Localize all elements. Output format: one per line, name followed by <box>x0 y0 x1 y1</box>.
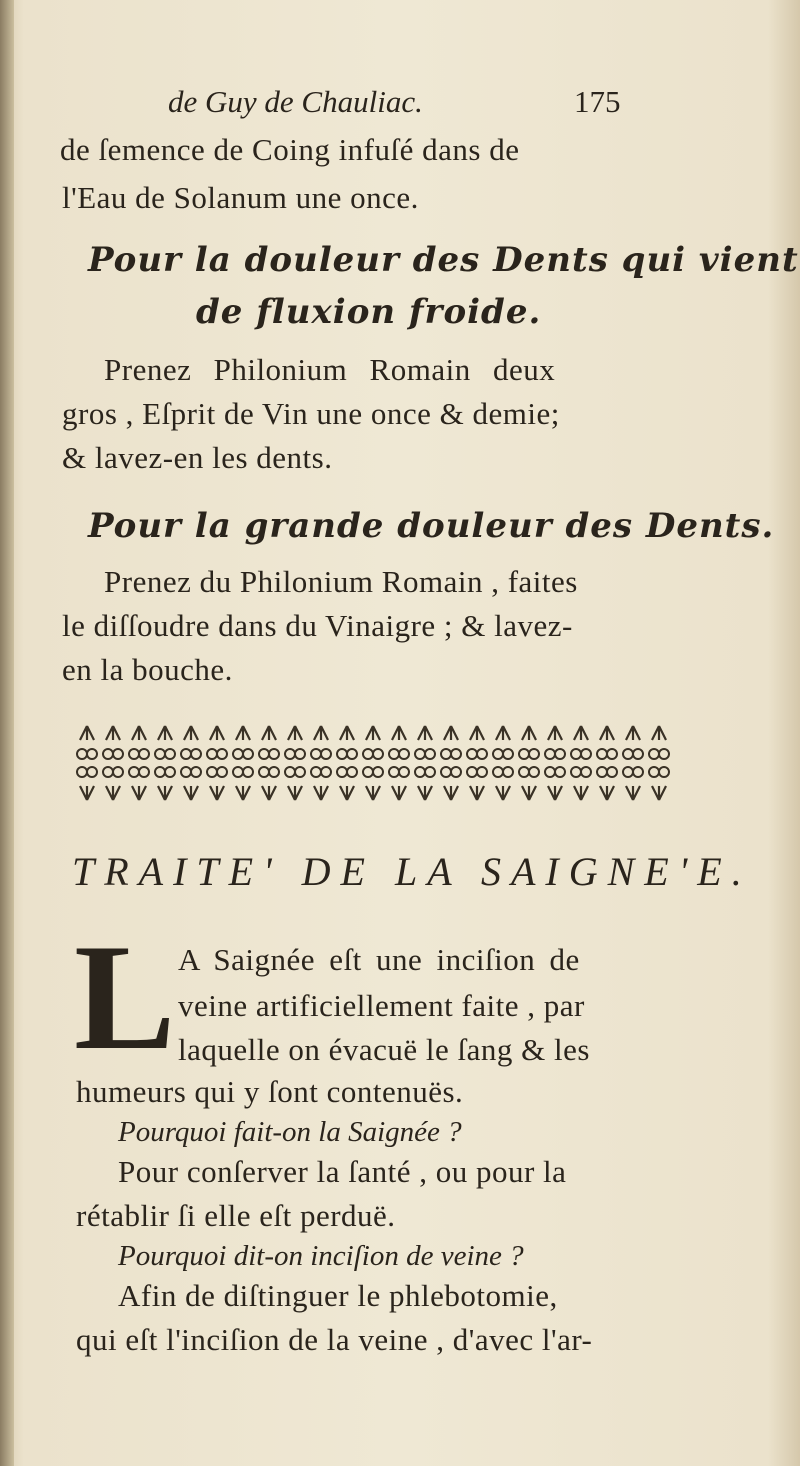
text-line: l'Eau de Solanum une once. <box>62 180 419 215</box>
text-line: A Saignée eſt une inciſion de <box>178 942 580 977</box>
question-line: Pourquoi dit-on inciſion de veine ? <box>118 1240 524 1272</box>
page-number: 175 <box>574 84 621 119</box>
text-line: en la bouche. <box>62 652 233 687</box>
text-line: laquelle on évacuë le ſang & les <box>178 1032 590 1067</box>
text-line: veine artificiellement faite , par <box>178 988 585 1023</box>
text-line: Pour conſerver la ſanté , ou pour la <box>118 1154 567 1189</box>
text-line: Afin de diſtinguer le phlebotomie, <box>118 1278 558 1313</box>
section-title: TRAITE' DE LA SAIGNE'E. <box>72 849 752 894</box>
text-line: Prenez Philonium Romain deux <box>104 352 556 387</box>
ornamental-band <box>74 722 670 804</box>
text-line: gros , Eſprit de Vin une once & demie; <box>62 396 560 431</box>
text-line: qui eſt l'inciſion de la veine , d'avec l'ar- <box>76 1322 593 1357</box>
recipe-heading: de fluxion froide. <box>196 292 542 332</box>
recipe-heading: Pour la douleur des Dents qui vient <box>88 240 799 280</box>
text-line: de ſemence de Coing infuſé dans de <box>60 132 520 167</box>
text-line: & lavez-en les dents. <box>62 440 333 475</box>
text-line: humeurs qui y ſont contenuës. <box>76 1074 464 1109</box>
text-line: Prenez du Philonium Romain , faites <box>104 564 578 599</box>
running-title: de Guy de Chauliac. <box>168 84 423 119</box>
page-gutter <box>0 0 14 1466</box>
drop-cap: L <box>74 913 176 1081</box>
recipe-heading: Pour la grande douleur des Dents. <box>88 506 775 546</box>
question-line: Pourquoi fait-on la Saignée ? <box>118 1116 462 1148</box>
text-line: le diſſoudre dans du Vinaigre ; & lavez- <box>62 608 573 643</box>
text-line: rétablir ſi elle eſt perduë. <box>76 1198 396 1233</box>
